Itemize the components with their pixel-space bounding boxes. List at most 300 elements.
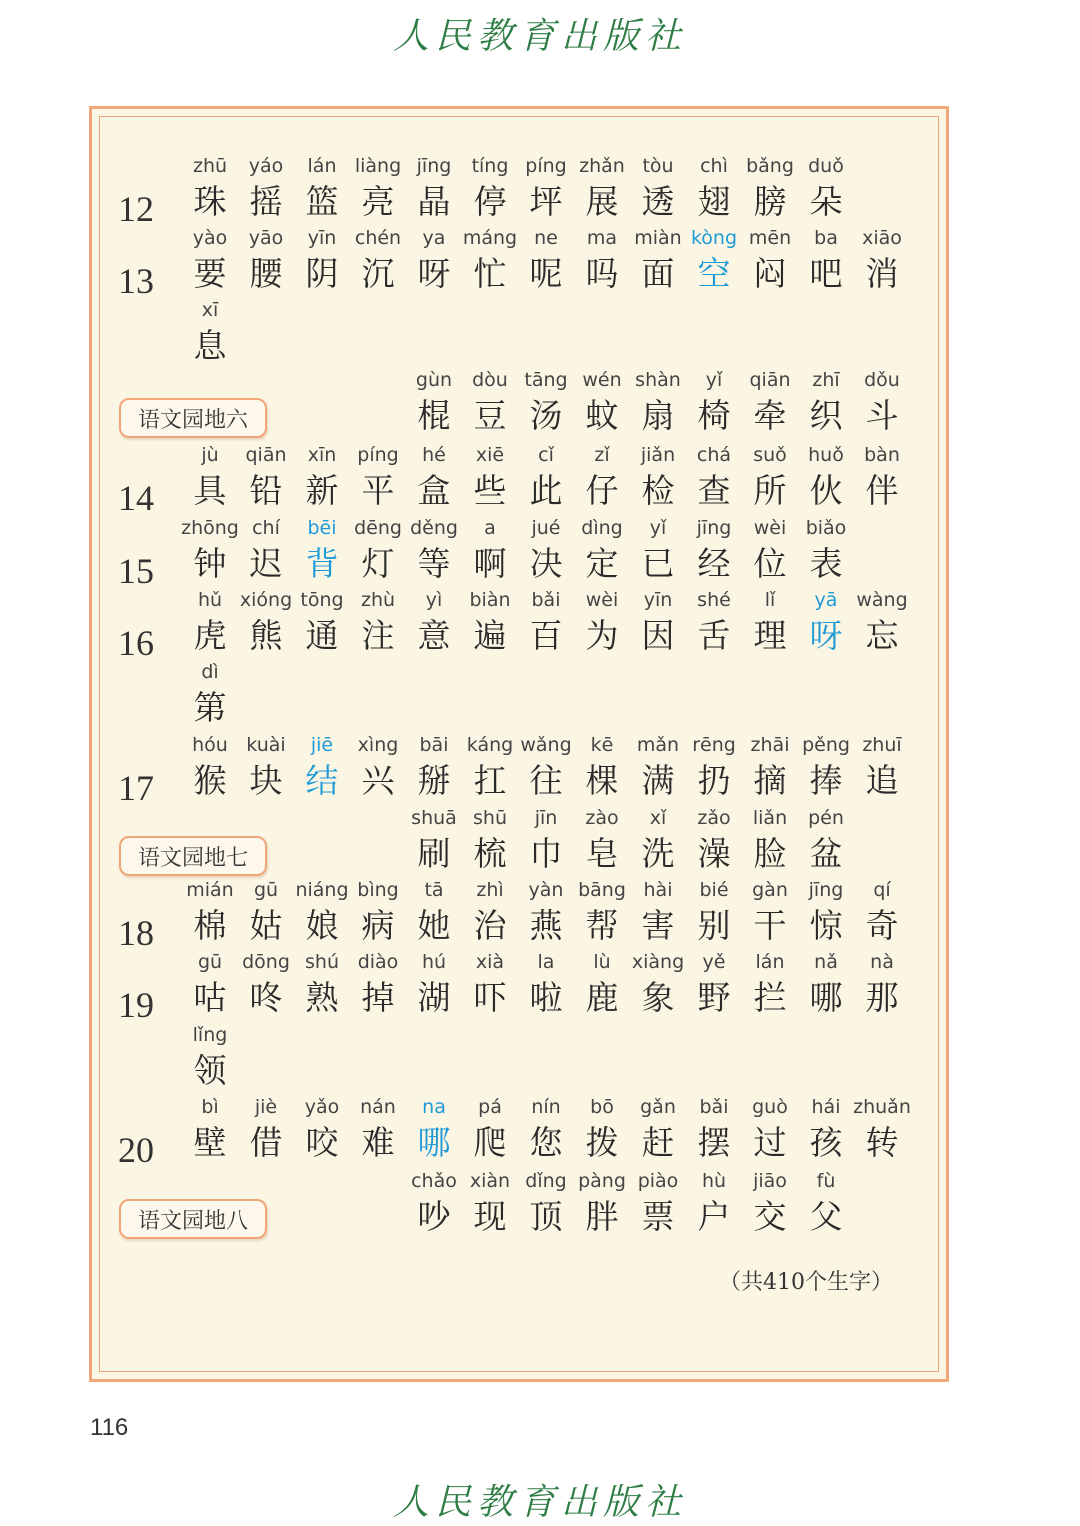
pinyin: chá <box>696 444 732 466</box>
hanzi: 所 <box>753 471 787 510</box>
pinyin: chì <box>700 155 728 177</box>
hanzi: 消 <box>865 254 899 293</box>
pinyin: yǎo <box>304 1096 340 1118</box>
hanzi: 别 <box>697 906 731 945</box>
pinyin: gùn <box>415 369 453 391</box>
character-cell <box>788 804 864 876</box>
hanzi: 棍 <box>417 396 451 435</box>
pinyin: xiē <box>475 444 505 466</box>
publisher-logo-bottom: 人民教育出版社 <box>392 1482 687 1523</box>
character-cell <box>172 1021 248 1093</box>
hanzi: 治 <box>473 906 507 945</box>
pinyin: hǔ <box>197 589 223 611</box>
pinyin: mǎn <box>636 734 680 756</box>
pinyin: yàn <box>528 879 564 901</box>
hanzi: 注 <box>361 616 395 655</box>
pinyin: xī <box>201 299 219 321</box>
pinyin: yīn <box>307 227 337 249</box>
pinyin: qiān <box>749 369 791 391</box>
hanzi: 新 <box>305 471 339 510</box>
hanzi: 兴 <box>361 761 395 800</box>
hanzi: 晶 <box>417 182 451 221</box>
pinyin: yīn <box>643 589 673 611</box>
pinyin: chǎo <box>411 1170 457 1192</box>
pinyin: shàn <box>635 369 681 391</box>
pinyin: diào <box>357 951 399 973</box>
pinyin: la <box>537 951 555 973</box>
hanzi: 现 <box>473 1197 507 1236</box>
pinyin: bàn <box>864 444 900 466</box>
pinyin: qí <box>873 879 891 901</box>
pinyin: yǐ <box>649 517 667 539</box>
publisher-logo-top: 人民教育出版社 <box>392 16 687 57</box>
pinyin: hù <box>701 1170 727 1192</box>
hanzi: 灯 <box>361 544 395 583</box>
hanzi: 难 <box>361 1123 395 1162</box>
hanzi: 吵 <box>417 1197 451 1236</box>
character-cell <box>172 658 248 730</box>
hanzi: 忙 <box>473 254 507 293</box>
hanzi: 篮 <box>305 182 339 221</box>
pinyin: tā <box>424 879 444 901</box>
hanzi: 啊 <box>473 544 507 583</box>
pinyin: bié <box>699 879 729 901</box>
pinyin: xìng <box>357 734 399 756</box>
hanzi: 定 <box>585 544 619 583</box>
pinyin: liàng <box>354 155 402 177</box>
hanzi: 虎 <box>193 616 227 655</box>
hanzi: 户 <box>697 1197 731 1236</box>
pinyin: hóu <box>192 734 228 756</box>
pinyin: yā <box>814 589 838 611</box>
hanzi: 她 <box>417 906 451 945</box>
lesson-number: 14 <box>118 478 154 518</box>
pinyin: zhǎn <box>579 155 625 177</box>
hanzi: 娘 <box>305 906 339 945</box>
pinyin: dòu <box>472 369 508 391</box>
pinyin: dì <box>201 661 219 683</box>
pinyin: kuài <box>246 734 286 756</box>
pinyin: duǒ <box>808 155 844 177</box>
hanzi: 领 <box>193 1051 227 1090</box>
hanzi: 吓 <box>473 978 507 1017</box>
hanzi: 因 <box>641 616 675 655</box>
pinyin: dōng <box>242 951 290 973</box>
hanzi: 摘 <box>753 761 787 800</box>
pinyin: yǐ <box>705 369 723 391</box>
character-cell <box>844 731 920 803</box>
pinyin: zhì <box>476 879 504 901</box>
pinyin: wǎng <box>520 734 572 756</box>
hanzi: 掉 <box>361 978 395 1017</box>
pinyin: liǎn <box>752 807 788 829</box>
hanzi: 亮 <box>361 182 395 221</box>
character-cell <box>844 224 920 296</box>
pinyin: hái <box>811 1096 841 1118</box>
hanzi: 仔 <box>585 471 619 510</box>
lesson-number: 12 <box>118 189 154 229</box>
pinyin: zhū <box>192 155 228 177</box>
hanzi: 棉 <box>193 906 227 945</box>
hanzi: 检 <box>641 471 675 510</box>
hanzi: 孩 <box>809 1123 843 1162</box>
character-cell <box>844 441 920 513</box>
hanzi: 摇 <box>249 182 283 221</box>
hanzi: 等 <box>417 544 451 583</box>
pinyin: biàn <box>469 589 511 611</box>
pinyin: nán <box>360 1096 396 1118</box>
hanzi: 朵 <box>809 182 843 221</box>
hanzi: 拦 <box>753 978 787 1017</box>
hanzi: 伙 <box>809 471 843 510</box>
pinyin: bō <box>590 1096 614 1118</box>
pinyin: fù <box>816 1170 836 1192</box>
pinyin: jù <box>201 444 219 466</box>
pinyin: wèi <box>753 517 787 539</box>
hanzi: 象 <box>641 978 675 1017</box>
hanzi: 顶 <box>529 1197 563 1236</box>
pinyin: zhù <box>360 589 396 611</box>
pinyin: a <box>484 517 496 539</box>
hanzi: 遍 <box>473 616 507 655</box>
hanzi: 过 <box>753 1123 787 1162</box>
pinyin: kē <box>590 734 614 756</box>
hanzi: 害 <box>641 906 675 945</box>
pinyin: zào <box>585 807 619 829</box>
pinyin: bēi <box>307 517 337 539</box>
pinyin: yáo <box>248 155 284 177</box>
hanzi: 平 <box>361 471 395 510</box>
hanzi: 往 <box>529 761 563 800</box>
hanzi: 棵 <box>585 761 619 800</box>
pinyin: xià <box>475 951 505 973</box>
hanzi: 熊 <box>249 616 283 655</box>
pinyin: jiè <box>254 1096 278 1118</box>
hanzi: 已 <box>641 544 675 583</box>
hanzi: 理 <box>753 616 787 655</box>
hanzi: 病 <box>361 906 395 945</box>
pinyin: dēng <box>354 517 402 539</box>
pinyin: jué <box>531 517 561 539</box>
hanzi: 澡 <box>697 834 731 873</box>
pinyin: nín <box>531 1096 561 1118</box>
hanzi: 背 <box>305 544 339 583</box>
hanzi: 翅 <box>697 182 731 221</box>
hanzi: 第 <box>193 688 227 727</box>
hanzi: 空 <box>697 254 731 293</box>
pinyin: yě <box>702 951 726 973</box>
hanzi: 吗 <box>585 254 619 293</box>
hanzi: 面 <box>641 254 675 293</box>
hanzi: 胖 <box>585 1197 619 1236</box>
pinyin: tíng <box>471 155 509 177</box>
pinyin: miàn <box>634 227 682 249</box>
hanzi: 息 <box>193 326 227 365</box>
pinyin: tòu <box>642 155 674 177</box>
pinyin: na <box>422 1096 446 1118</box>
hanzi: 壁 <box>193 1123 227 1162</box>
hanzi: 意 <box>417 616 451 655</box>
pinyin: lǐng <box>192 1024 228 1046</box>
pinyin: gū <box>253 879 279 901</box>
pinyin: huǒ <box>808 444 844 466</box>
hanzi: 舌 <box>697 616 731 655</box>
hanzi: 咬 <box>305 1123 339 1162</box>
pinyin: shū <box>473 807 507 829</box>
character-cell <box>844 876 920 948</box>
pinyin: jīn <box>534 807 558 829</box>
character-cell <box>844 586 920 658</box>
pinyin: yì <box>425 589 443 611</box>
hanzi: 您 <box>529 1123 563 1162</box>
pinyin: děng <box>410 517 458 539</box>
pinyin: mián <box>186 879 234 901</box>
pinyin: píng <box>525 155 567 177</box>
hanzi: 拨 <box>585 1123 619 1162</box>
pinyin: pén <box>808 807 844 829</box>
hanzi: 刷 <box>417 834 451 873</box>
section-badge: 语文园地八 <box>119 1199 267 1239</box>
pinyin: gǎn <box>640 1096 676 1118</box>
pinyin: rēng <box>692 734 736 756</box>
pinyin: shuā <box>411 807 457 829</box>
pinyin: bǎi <box>531 589 561 611</box>
pinyin: kòng <box>690 227 738 249</box>
pinyin: jīng <box>808 879 844 901</box>
lesson-number: 18 <box>118 913 154 953</box>
hanzi: 那 <box>865 978 899 1017</box>
hanzi: 掰 <box>417 761 451 800</box>
hanzi: 巾 <box>529 834 563 873</box>
hanzi: 块 <box>249 761 283 800</box>
hanzi: 阴 <box>305 254 339 293</box>
character-cell <box>788 1167 864 1239</box>
section-badge: 语文园地六 <box>119 398 267 438</box>
hanzi: 啦 <box>529 978 563 1017</box>
pinyin: jiē <box>310 734 334 756</box>
hanzi: 坪 <box>529 182 563 221</box>
pinyin: chén <box>354 227 402 249</box>
total-characters-note: （共410个生字） <box>719 1270 893 1295</box>
pinyin: gàn <box>752 879 788 901</box>
pinyin: wén <box>582 369 622 391</box>
pinyin: lán <box>307 155 337 177</box>
hanzi: 斗 <box>865 396 899 435</box>
lesson-number: 20 <box>118 1130 154 1170</box>
hanzi: 腰 <box>249 254 283 293</box>
hanzi: 椅 <box>697 396 731 435</box>
hanzi: 膀 <box>753 182 787 221</box>
pinyin: jiāo <box>753 1170 787 1192</box>
pinyin: bǎi <box>699 1096 729 1118</box>
hanzi: 盆 <box>809 834 843 873</box>
hanzi: 帮 <box>585 906 619 945</box>
hanzi: 结 <box>305 761 339 800</box>
pinyin: hé <box>422 444 446 466</box>
hanzi: 查 <box>697 471 731 510</box>
pinyin: yào <box>192 227 228 249</box>
pinyin: biǎo <box>805 517 847 539</box>
pinyin: jīng <box>416 155 452 177</box>
hanzi: 展 <box>585 182 619 221</box>
hanzi: 脸 <box>753 834 787 873</box>
hanzi: 位 <box>753 544 787 583</box>
hanzi: 票 <box>641 1197 675 1236</box>
hanzi: 交 <box>753 1197 787 1236</box>
hanzi: 迟 <box>249 544 283 583</box>
pinyin: suǒ <box>753 444 787 466</box>
pinyin: zhī <box>812 369 840 391</box>
hanzi: 经 <box>697 544 731 583</box>
hanzi: 野 <box>697 978 731 1017</box>
character-cell <box>788 152 864 224</box>
hanzi: 猴 <box>193 761 227 800</box>
hanzi: 豆 <box>473 396 507 435</box>
hanzi: 决 <box>529 544 563 583</box>
hanzi: 奇 <box>865 906 899 945</box>
pinyin: nà <box>870 951 894 973</box>
pinyin: bìng <box>357 879 399 901</box>
pinyin: qiān <box>245 444 287 466</box>
hanzi: 为 <box>585 616 619 655</box>
pinyin: yāo <box>248 227 284 249</box>
lesson-number: 13 <box>118 261 154 301</box>
hanzi: 牵 <box>753 396 787 435</box>
pinyin: shé <box>697 589 731 611</box>
hanzi: 要 <box>193 254 227 293</box>
pinyin: bāi <box>419 734 449 756</box>
lesson-number: 19 <box>118 985 154 1025</box>
pinyin: xiàn <box>469 1170 511 1192</box>
hanzi: 梳 <box>473 834 507 873</box>
character-cell <box>844 366 920 438</box>
hanzi: 满 <box>641 761 675 800</box>
pinyin: xiāo <box>862 227 902 249</box>
hanzi: 蚊 <box>585 396 619 435</box>
pinyin: xiàng <box>631 951 685 973</box>
character-cell <box>788 514 864 586</box>
pinyin: ne <box>534 227 558 249</box>
hanzi: 转 <box>865 1123 899 1162</box>
pinyin: máng <box>462 227 518 249</box>
pinyin: ma <box>586 227 618 249</box>
pinyin: píng <box>357 444 399 466</box>
hanzi: 燕 <box>529 906 563 945</box>
hanzi: 呢 <box>529 254 563 293</box>
pinyin: wàng <box>856 589 908 611</box>
hanzi: 汤 <box>529 396 563 435</box>
hanzi: 透 <box>641 182 675 221</box>
hanzi: 咚 <box>249 978 283 1017</box>
lesson-number: 17 <box>118 768 154 808</box>
hanzi: 扛 <box>473 761 507 800</box>
pinyin: dǒu <box>864 369 900 391</box>
hanzi: 百 <box>529 616 563 655</box>
hanzi: 干 <box>753 906 787 945</box>
pinyin: bǎng <box>746 155 794 177</box>
pinyin: hú <box>421 951 447 973</box>
hanzi: 赶 <box>641 1123 675 1162</box>
pinyin: lǐ <box>764 589 776 611</box>
hanzi: 伴 <box>865 471 899 510</box>
lesson-number: 15 <box>118 551 154 591</box>
pinyin: káng <box>466 734 514 756</box>
pinyin: xǐ <box>649 807 667 829</box>
hanzi: 借 <box>249 1123 283 1162</box>
hanzi: 些 <box>473 471 507 510</box>
hanzi: 呀 <box>809 616 843 655</box>
hanzi: 吧 <box>809 254 843 293</box>
pinyin: zǐ <box>594 444 610 466</box>
pinyin: zhōng <box>181 517 239 539</box>
pinyin: pàng <box>578 1170 626 1192</box>
hanzi: 具 <box>193 471 227 510</box>
pinyin: wèi <box>585 589 619 611</box>
pinyin: dǐng <box>525 1170 567 1192</box>
hanzi: 表 <box>809 544 843 583</box>
hanzi: 呀 <box>417 254 451 293</box>
pinyin: pá <box>478 1096 502 1118</box>
hanzi: 通 <box>305 616 339 655</box>
hanzi: 捧 <box>809 761 843 800</box>
hanzi: 咕 <box>193 978 227 1017</box>
hanzi: 扔 <box>697 761 731 800</box>
pinyin: lán <box>755 951 785 973</box>
pinyin: ya <box>422 227 446 249</box>
pinyin: bì <box>201 1096 219 1118</box>
pinyin: gū <box>197 951 223 973</box>
pinyin: zhāi <box>750 734 790 756</box>
pinyin: hài <box>643 879 673 901</box>
hanzi: 盒 <box>417 471 451 510</box>
pinyin: pěng <box>802 734 850 756</box>
hanzi: 洗 <box>641 834 675 873</box>
pinyin: dìng <box>581 517 623 539</box>
hanzi: 珠 <box>193 182 227 221</box>
pinyin: nǎ <box>814 951 838 973</box>
hanzi: 摆 <box>697 1123 731 1162</box>
pinyin: xióng <box>239 589 293 611</box>
hanzi: 闷 <box>753 254 787 293</box>
hanzi: 追 <box>865 761 899 800</box>
hanzi: 鹿 <box>585 978 619 1017</box>
hanzi: 织 <box>809 396 843 435</box>
hanzi: 哪 <box>417 1123 451 1162</box>
pinyin: cǐ <box>538 444 554 466</box>
pinyin: xīn <box>307 444 337 466</box>
hanzi: 沉 <box>361 254 395 293</box>
pinyin: piào <box>637 1170 679 1192</box>
pinyin: zǎo <box>697 807 731 829</box>
pinyin: zhuǎn <box>853 1096 911 1118</box>
pinyin: lù <box>593 951 611 973</box>
hanzi: 惊 <box>809 906 843 945</box>
pinyin: bāng <box>578 879 626 901</box>
character-cell <box>172 296 248 368</box>
pinyin: ba <box>814 227 838 249</box>
hanzi: 皂 <box>585 834 619 873</box>
hanzi: 父 <box>809 1197 843 1236</box>
lesson-number: 16 <box>118 623 154 663</box>
hanzi: 湖 <box>417 978 451 1017</box>
page-number: 116 <box>90 1414 129 1441</box>
section-badge: 语文园地七 <box>119 836 267 876</box>
hanzi: 停 <box>473 182 507 221</box>
hanzi: 钟 <box>193 544 227 583</box>
pinyin: jiǎn <box>640 444 676 466</box>
character-cell <box>844 948 920 1020</box>
pinyin: zhuī <box>862 734 902 756</box>
